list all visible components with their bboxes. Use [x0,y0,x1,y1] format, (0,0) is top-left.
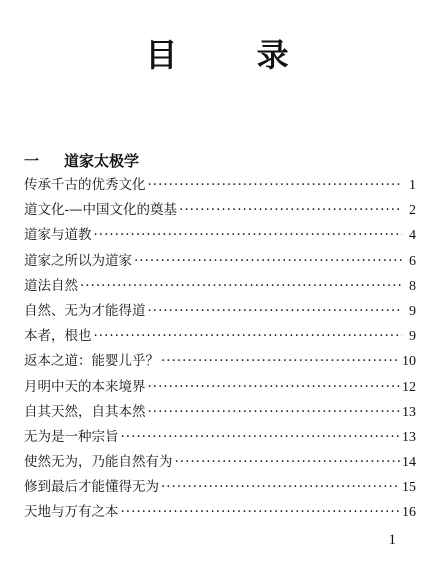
toc-entry[interactable] [24,324,416,349]
toc-entry[interactable] [24,274,416,299]
toc-entry-label: 自然、无为才能得道 [24,302,146,319]
toc-entry-label: 道文化-—中国文化的奠基 [24,202,178,219]
dot-leader [161,349,400,374]
toc-entry-page: 12 [402,379,416,395]
toc-entry-page: 2 [409,203,416,219]
dot-leader [80,274,402,299]
toc-entry[interactable] [24,475,416,500]
toc-entry-label: 使然无为，乃能自然有为 [24,454,173,471]
section-heading [24,150,139,171]
toc-entry[interactable] [24,223,416,248]
toc-entry-page: 9 [409,329,416,345]
dot-leader [94,324,403,349]
section-title: 道家太极学 [64,152,140,170]
toc-entry-page: 9 [409,303,416,319]
toc-entry-label: 返本之道：能婴儿乎？ [24,353,159,370]
toc-entry-label: 无为是一种宗旨 [24,428,119,445]
dot-leader [161,475,400,500]
dot-leader [121,500,401,525]
toc-entry[interactable] [24,400,416,425]
toc-entry-label: 道家之所以为道家 [24,252,132,269]
toc-entry-page: 14 [402,455,416,471]
toc-entry-page: 6 [409,253,416,269]
toc-entry-label: 天地与万有之本 [24,504,119,521]
toc-entry[interactable] [24,349,416,374]
toc-entry-label: 月明中天的本来境界 [24,378,146,395]
dot-leader [121,425,401,450]
toc-entry[interactable] [24,500,416,525]
toc-title: 目 录 [145,36,323,74]
toc-entry[interactable] [24,198,416,223]
dot-leader [94,223,403,248]
toc-entry-label: 自其天然，自其本然 [24,403,146,420]
dot-leader [148,299,403,324]
toc-entry-page: 1 [409,178,416,193]
toc-entry-page: 10 [402,354,416,370]
toc-entry-list [24,173,416,526]
dot-leader [175,450,401,475]
dot-leader [148,173,403,198]
toc-entry[interactable] [24,450,416,475]
toc-entry-label: 道法自然 [24,277,78,294]
toc-entry-page: 16 [402,505,416,521]
page-number: 1 [388,532,396,548]
toc-entry-page: 13 [402,429,416,445]
toc-entry[interactable] [24,249,416,274]
toc-entry-label: 本者，根也 [24,328,92,345]
toc-entry-page: 8 [409,278,416,294]
toc-entry-page: 15 [402,480,416,496]
section-number: 一 [24,152,40,170]
dot-leader [134,249,402,274]
toc-entry[interactable] [24,173,416,198]
toc-entry-label: 传承千古的优秀文化 [24,177,146,193]
toc-entry[interactable] [24,425,416,450]
toc-entry-label: 道家与道教 [24,227,92,244]
dot-leader [179,198,402,223]
toc-entry-label: 修到最后才能懂得无为 [24,479,159,496]
dot-leader [148,375,401,400]
dot-leader [148,400,401,425]
toc-entry[interactable] [24,375,416,400]
toc-entry-page: 13 [402,404,416,420]
toc-entry[interactable] [24,299,416,324]
toc-entry-page: 4 [409,228,416,244]
